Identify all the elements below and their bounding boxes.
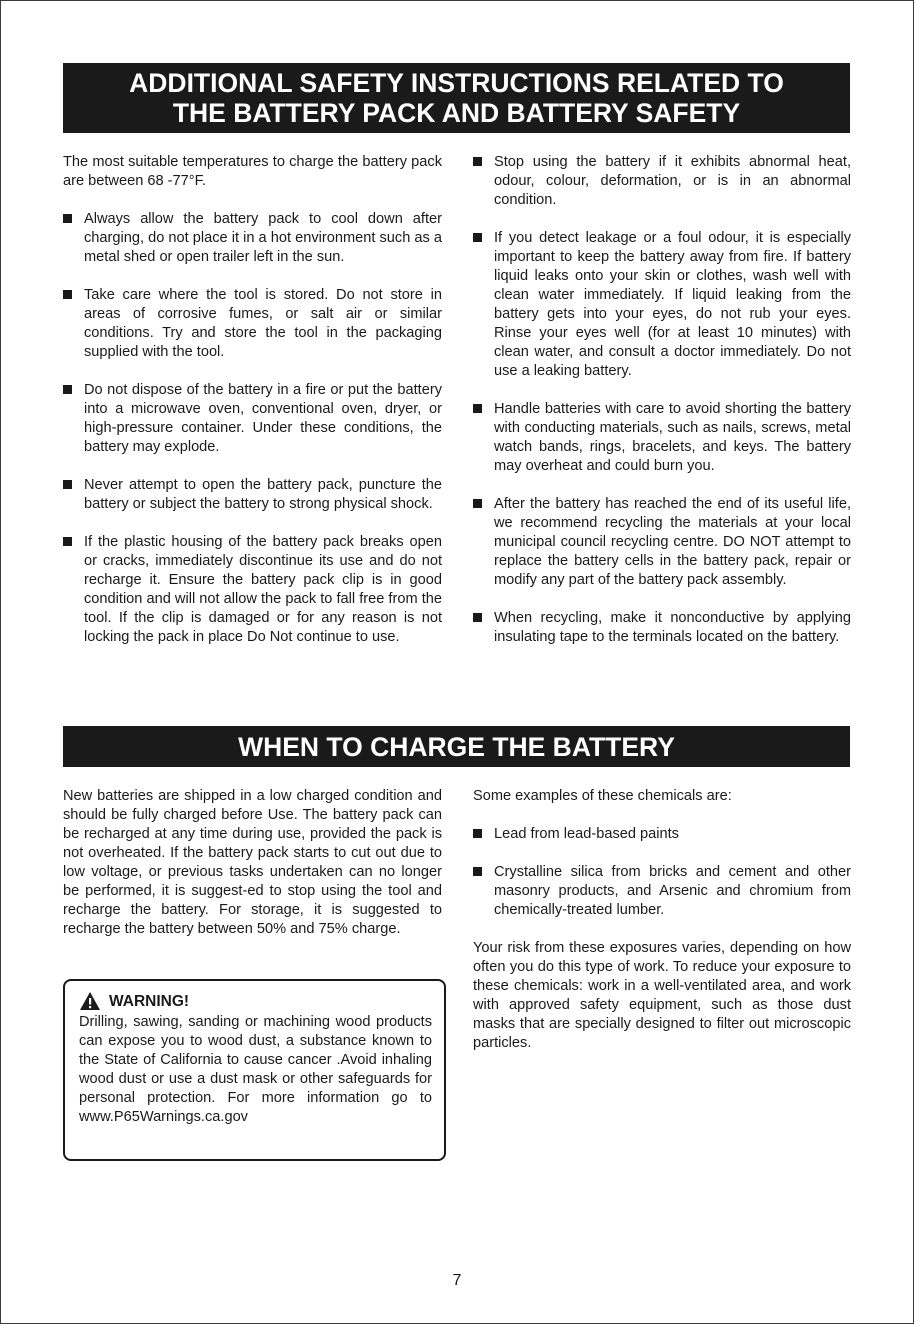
square-bullet-icon (63, 537, 72, 546)
square-bullet-icon (473, 829, 482, 838)
list-item: Stop using the battery if it exhibits abnormal heat, odour, colour, deformation, or is in an abnormal condition. (473, 153, 851, 210)
safety-section-banner (63, 63, 850, 133)
warning-title: WARNING! (109, 992, 190, 1010)
charge-section-banner (63, 726, 850, 767)
risk-text: Your risk from these exposures varies, depending on how often you do this type of work. To reduce your exposure to these chemicals: work in a well-ventilated area, and work with approved safety equipment, such as those dust masks that are specially designed to filter out microscopic particles. (473, 940, 851, 1051)
list-item: After the battery has reached the end of its useful life, we recommend recycling the materials at your local municipal council recycling centre. DO NOT attempt to replace the battery cells in the battery pack, repair or modify any part of the battery pack assembly. (473, 495, 851, 590)
warning-text: Drilling, sawing, sanding or machining wood products can expose you to wood dust, a substance known to the State of California to cause cancer .Avoid inhaling wood dust or use a dust mask or other safeguards for personal protection. For more information go to www.P65Warnings.ca.gov (79, 1014, 432, 1125)
square-bullet-icon (63, 385, 72, 394)
list-item: Never attempt to open the battery pack, puncture the battery or subject the battery to strong physical shock. (63, 476, 442, 514)
page-number: 7 (452, 1272, 462, 1289)
charge-left-column (63, 787, 442, 939)
list-item: Do not dispose of the battery in a fire or put the battery into a microwave oven, conventional oven, dryer, or high-pressure container. Under these conditions, the battery may explode. (63, 381, 442, 457)
list-item: Lead from lead-based paints (473, 825, 851, 844)
safety-right-column (473, 153, 851, 647)
safety-left-column (63, 153, 442, 647)
list-item: Always allow the battery pack to cool down after charging, do not place it in a hot environment such as a metal shed or open trailer left in the sun. (63, 210, 442, 267)
square-bullet-icon (63, 290, 72, 299)
square-bullet-icon (473, 404, 482, 413)
list-item: Handle batteries with care to avoid shorting the battery with conducting materials, such as nails, screws, metal watch bands, rings, bracelets, and keys. The battery may overheat and could burn you. (473, 400, 851, 476)
square-bullet-icon (473, 157, 482, 166)
warning-heading (79, 991, 432, 1011)
square-bullet-icon (473, 233, 482, 242)
charge-title: WHEN TO CHARGE THE BATTERY (238, 731, 675, 762)
warning-box (63, 979, 446, 1161)
examples-intro: Some examples of these chemicals are: (473, 788, 732, 804)
list-item: If you detect leakage or a foul odour, it is especially important to keep the battery away from fire. If battery liquid leaks onto your skin or clothes, wash well with clean water immediately. If liquid leaking from the battery gets into your eyes, do not rub your eyes. Rinse your eyes well (for at least 10 minutes) with clean water, and consult a doctor immediately. Do not use a leaking battery. (473, 229, 851, 381)
square-bullet-icon (63, 214, 72, 223)
list-item: If the plastic housing of the battery pack breaks open or cracks, immediately discontinue its use and do not recharge it. Ensure the battery pack clip is in good condition and will not allow the pack to fall free from the tool. If the clip is damaged or for any reason is not locking the pack in place Do Not continue to use. (63, 533, 442, 647)
square-bullet-icon (63, 480, 72, 489)
safety-title-line1: ADDITIONAL SAFETY INSTRUCTIONS RELATED TO (129, 68, 784, 98)
square-bullet-icon (473, 867, 482, 876)
list-item: When recycling, make it nonconductive by applying insulating tape to the terminals located on the battery. (473, 609, 851, 647)
charge-intro: New batteries are shipped in a low charged condition and should be fully charged before Use. The battery pack can be recharged at any time during use, provided the pack is not overheated. If the battery pack starts to cut out due to low voltage, or previous tasks undertaken can no longer be performed, it is suggest-ed to stop using the tool and recharge the battery. For storage, it is suggested to recharge the battery between 50% and 75% charge. (63, 788, 442, 937)
safety-intro: The most suitable temperatures to charge the battery pack are between 68 -77°F. (63, 154, 442, 189)
list-item: Take care where the tool is stored. Do not store in areas of corrosive fumes, or salt air or similar conditions. Try and store the tool in the packaging supplied with the tool. (63, 286, 442, 362)
warning-triangle-icon (79, 991, 101, 1011)
safety-title-line2: THE BATTERY PACK AND BATTERY SAFETY (172, 98, 741, 128)
square-bullet-icon (473, 613, 482, 622)
square-bullet-icon (473, 499, 482, 508)
charge-right-column (473, 787, 851, 1053)
list-item: Crystalline silica from bricks and cement and other masonry products, and Arsenic and chromium from chemically-treated lumber. (473, 863, 851, 920)
